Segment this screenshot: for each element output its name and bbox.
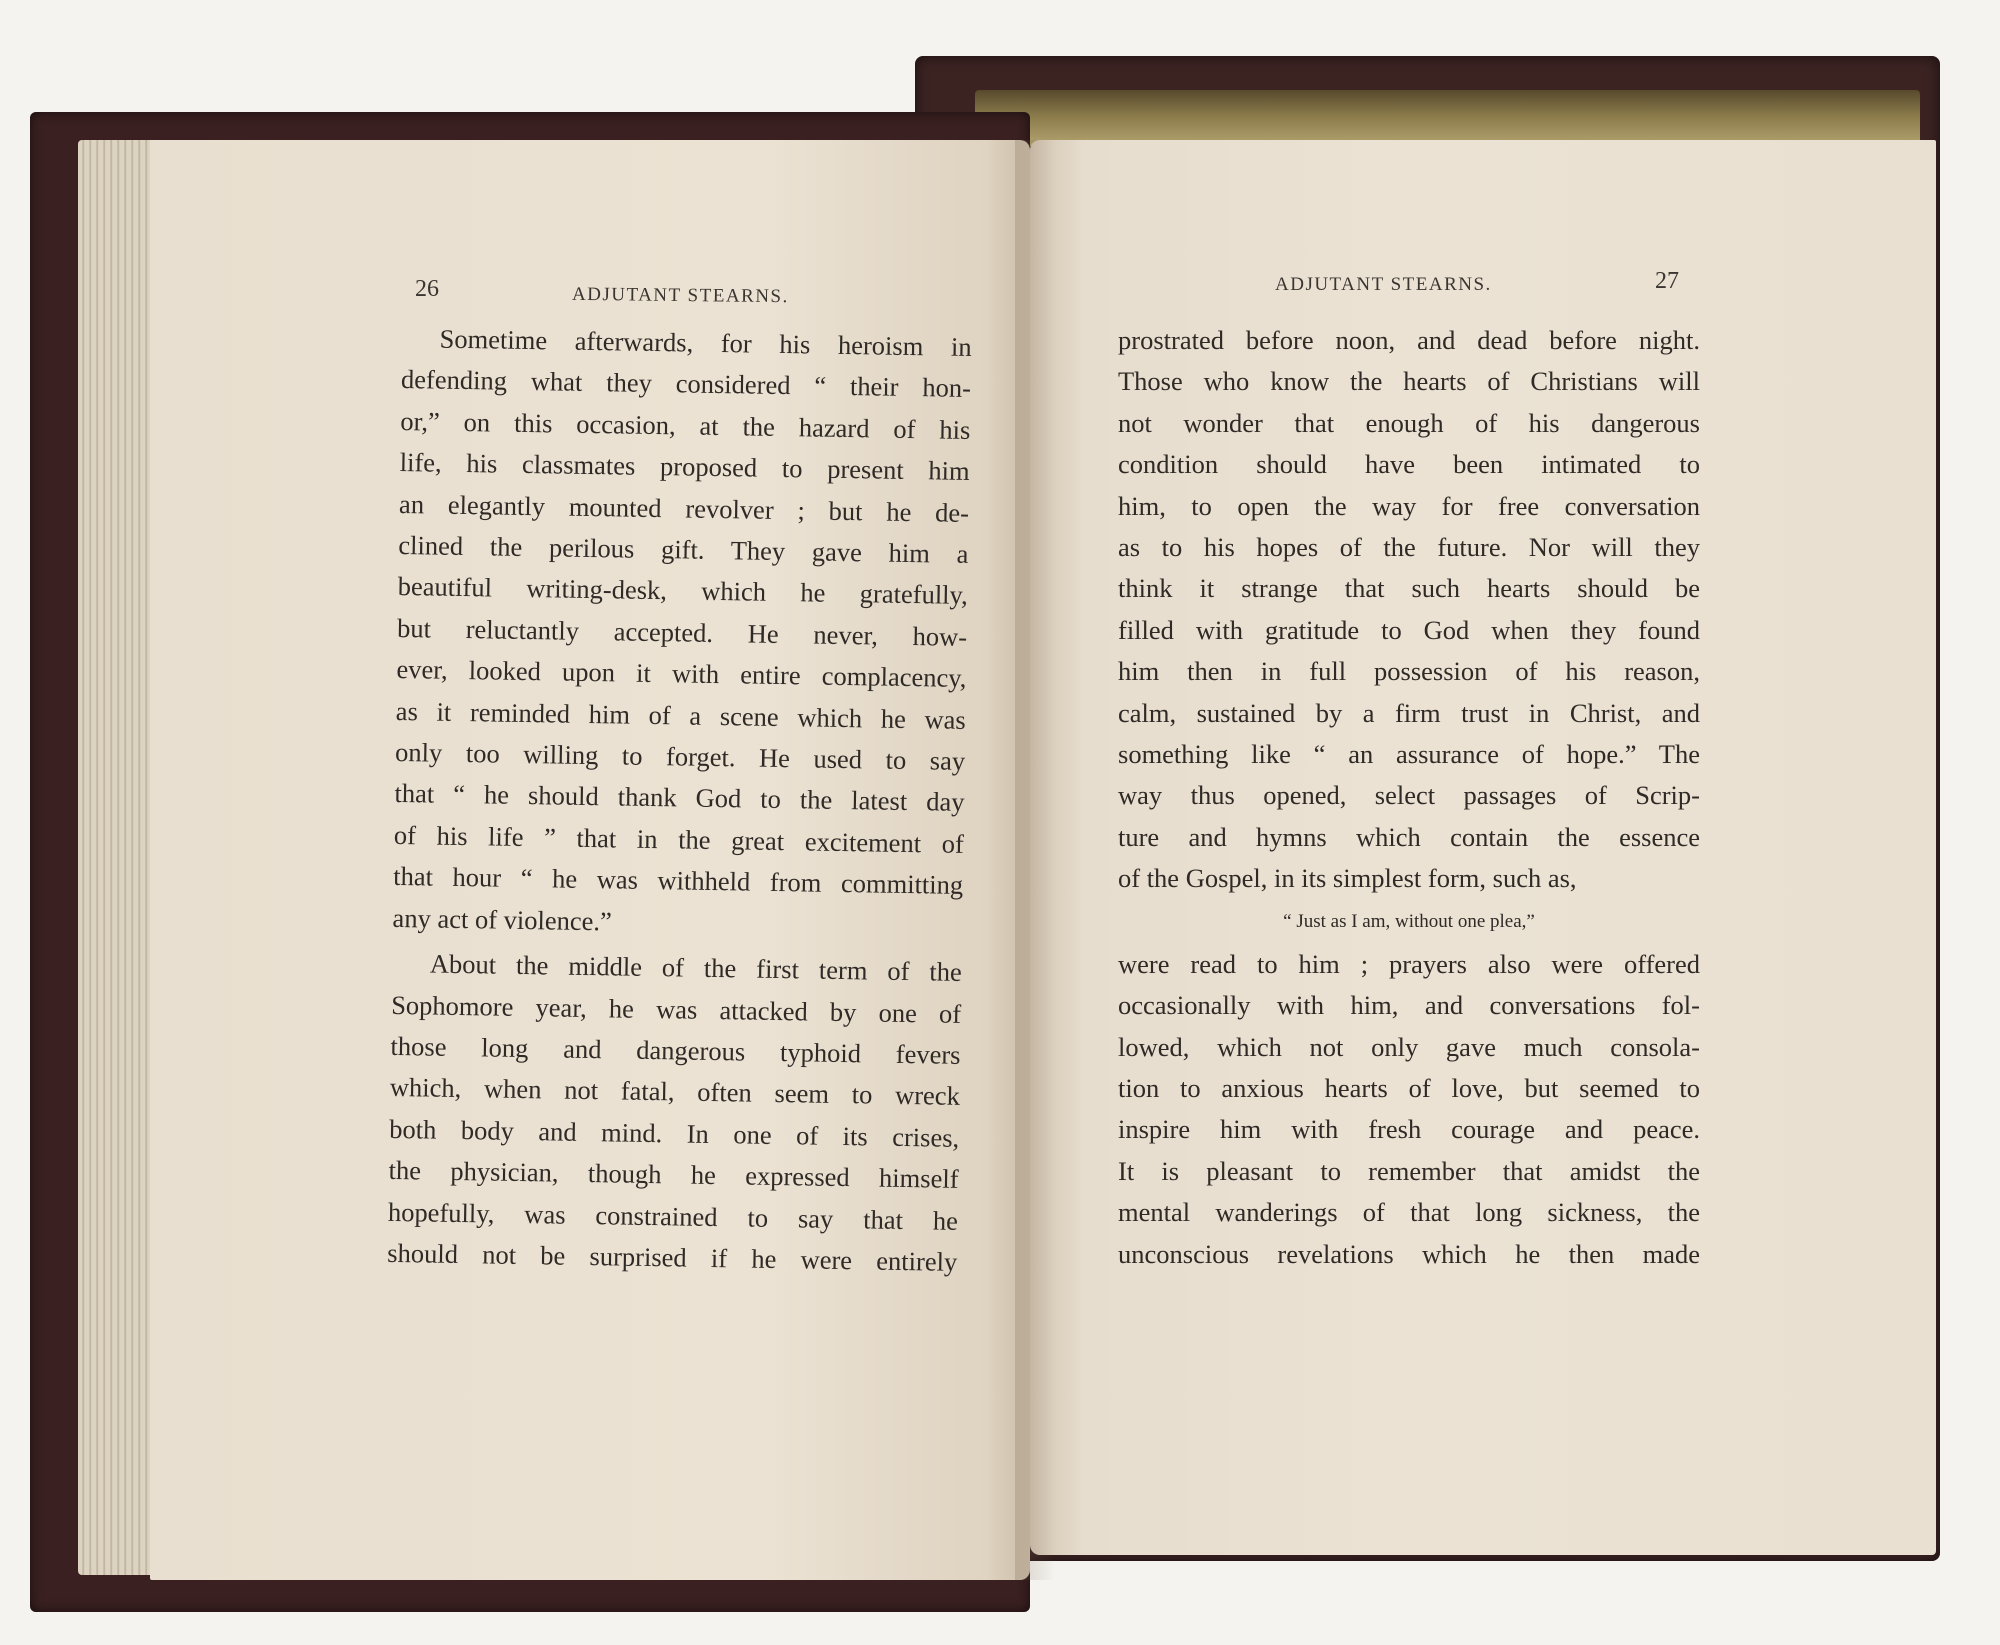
text-line: condition should have been intimated to bbox=[1118, 449, 1700, 480]
text-line: not wonder that enough of his dangerous bbox=[1118, 407, 1700, 438]
text-line: way thus opened, select passages of Scrip- bbox=[1118, 780, 1700, 811]
text-line: Sophomore year, he was attacked by one of bbox=[390, 989, 962, 1029]
text-line: should not be surprised if he were entirely bbox=[387, 1237, 958, 1277]
text-line: It is pleasant to remember that amidst the bbox=[1118, 1155, 1700, 1186]
hymn-quote: “ Just as I am, without one plea,” bbox=[1283, 910, 1535, 932]
text-line: that hour “ he was withheld from committing bbox=[392, 861, 964, 901]
right-running-head: ADJUTANT STEARNS. bbox=[1275, 274, 1492, 295]
right-page-text bbox=[1118, 320, 1700, 1275]
text-line: filled with gratitude to God when they found bbox=[1118, 614, 1700, 645]
text-line: that “ he should thank God to the latest day bbox=[394, 778, 965, 818]
text-line: which, when not fatal, often seem to wreck bbox=[389, 1072, 961, 1112]
text-line: About the middle of the first term of the bbox=[429, 948, 963, 987]
text-line: or,” on this occasion, at the hazard of his bbox=[400, 405, 971, 445]
text-line: as to his hopes of the future. Nor will they bbox=[1118, 532, 1700, 563]
text-line: prostrated before noon, and dead before night. bbox=[1118, 325, 1700, 355]
text-line: him then in full possession of his reason, bbox=[1118, 656, 1700, 687]
right-page-number: 27 bbox=[1655, 268, 1679, 294]
text-line: inspire him with fresh courage and peace. bbox=[1118, 1114, 1700, 1145]
text-line: life, his classmates proposed to present him bbox=[399, 447, 970, 487]
text-line: but reluctantly accepted. He never, how- bbox=[396, 612, 968, 652]
text-line: an elegantly mounted revolver ; but he de- bbox=[398, 488, 970, 528]
text-line: something like “ an assurance of hope.” The bbox=[1118, 739, 1700, 770]
text-line: mental wanderings of that long sickness, the bbox=[1118, 1197, 1700, 1228]
text-line: as it reminded him of a scene which he was bbox=[395, 695, 966, 735]
text-line: of his life ” that in the great excitement of bbox=[393, 819, 965, 859]
right-text-before-quote bbox=[1118, 320, 1700, 900]
text-line: were read to him ; prayers also were offered bbox=[1118, 948, 1700, 979]
text-line: ever, looked upon it with entire complacency, bbox=[396, 654, 967, 694]
text-line: calm, sustained by a firm trust in Christ, and bbox=[1118, 697, 1700, 728]
text-line: him, to open the way for free conversation bbox=[1118, 490, 1700, 521]
text-line: clined the perilous gift. They gave him a bbox=[398, 530, 969, 569]
text-line: the physician, though he expressed himself bbox=[388, 1155, 959, 1194]
text-line: occasionally with him, and conversations fol- bbox=[1118, 990, 1700, 1021]
right-text-after-quote bbox=[1118, 944, 1700, 1275]
text-line: Sometime afterwards, for his heroism in bbox=[439, 323, 972, 362]
text-line: Those who know the hearts of Christians will bbox=[1118, 366, 1700, 397]
left-page-number: 26 bbox=[415, 276, 439, 302]
text-line: only too willing to forget. He used to say bbox=[394, 737, 966, 776]
text-line: think it strange that such hearts should be bbox=[1118, 573, 1700, 604]
text-line: of the Gospel, in its simplest form, such as, bbox=[1118, 863, 1577, 894]
text-line: both body and mind. In one of its crises, bbox=[389, 1113, 960, 1153]
text-line: any act of violence.” bbox=[392, 902, 613, 937]
text-line: beautiful writing-desk, which he gratefully, bbox=[397, 571, 968, 611]
page-top-edge bbox=[975, 90, 1920, 146]
text-line: those long and dangerous typhoid fevers bbox=[390, 1030, 961, 1070]
left-running-head: ADJUTANT STEARNS. bbox=[571, 283, 789, 308]
text-line: hopefully, was constrained to say that he bbox=[387, 1196, 959, 1236]
gutter-shadow bbox=[1015, 140, 1055, 1580]
text-line: lowed, which not only gave much consola- bbox=[1118, 1031, 1700, 1062]
text-line: tion to anxious hearts of love, but seemed to bbox=[1118, 1072, 1700, 1103]
text-line: unconscious revelations which he then made bbox=[1118, 1238, 1700, 1269]
text-line: defending what they considered “ their hon- bbox=[400, 364, 972, 404]
text-line: ture and hymns which contain the essence bbox=[1118, 821, 1700, 852]
left-page-text bbox=[387, 318, 972, 1283]
